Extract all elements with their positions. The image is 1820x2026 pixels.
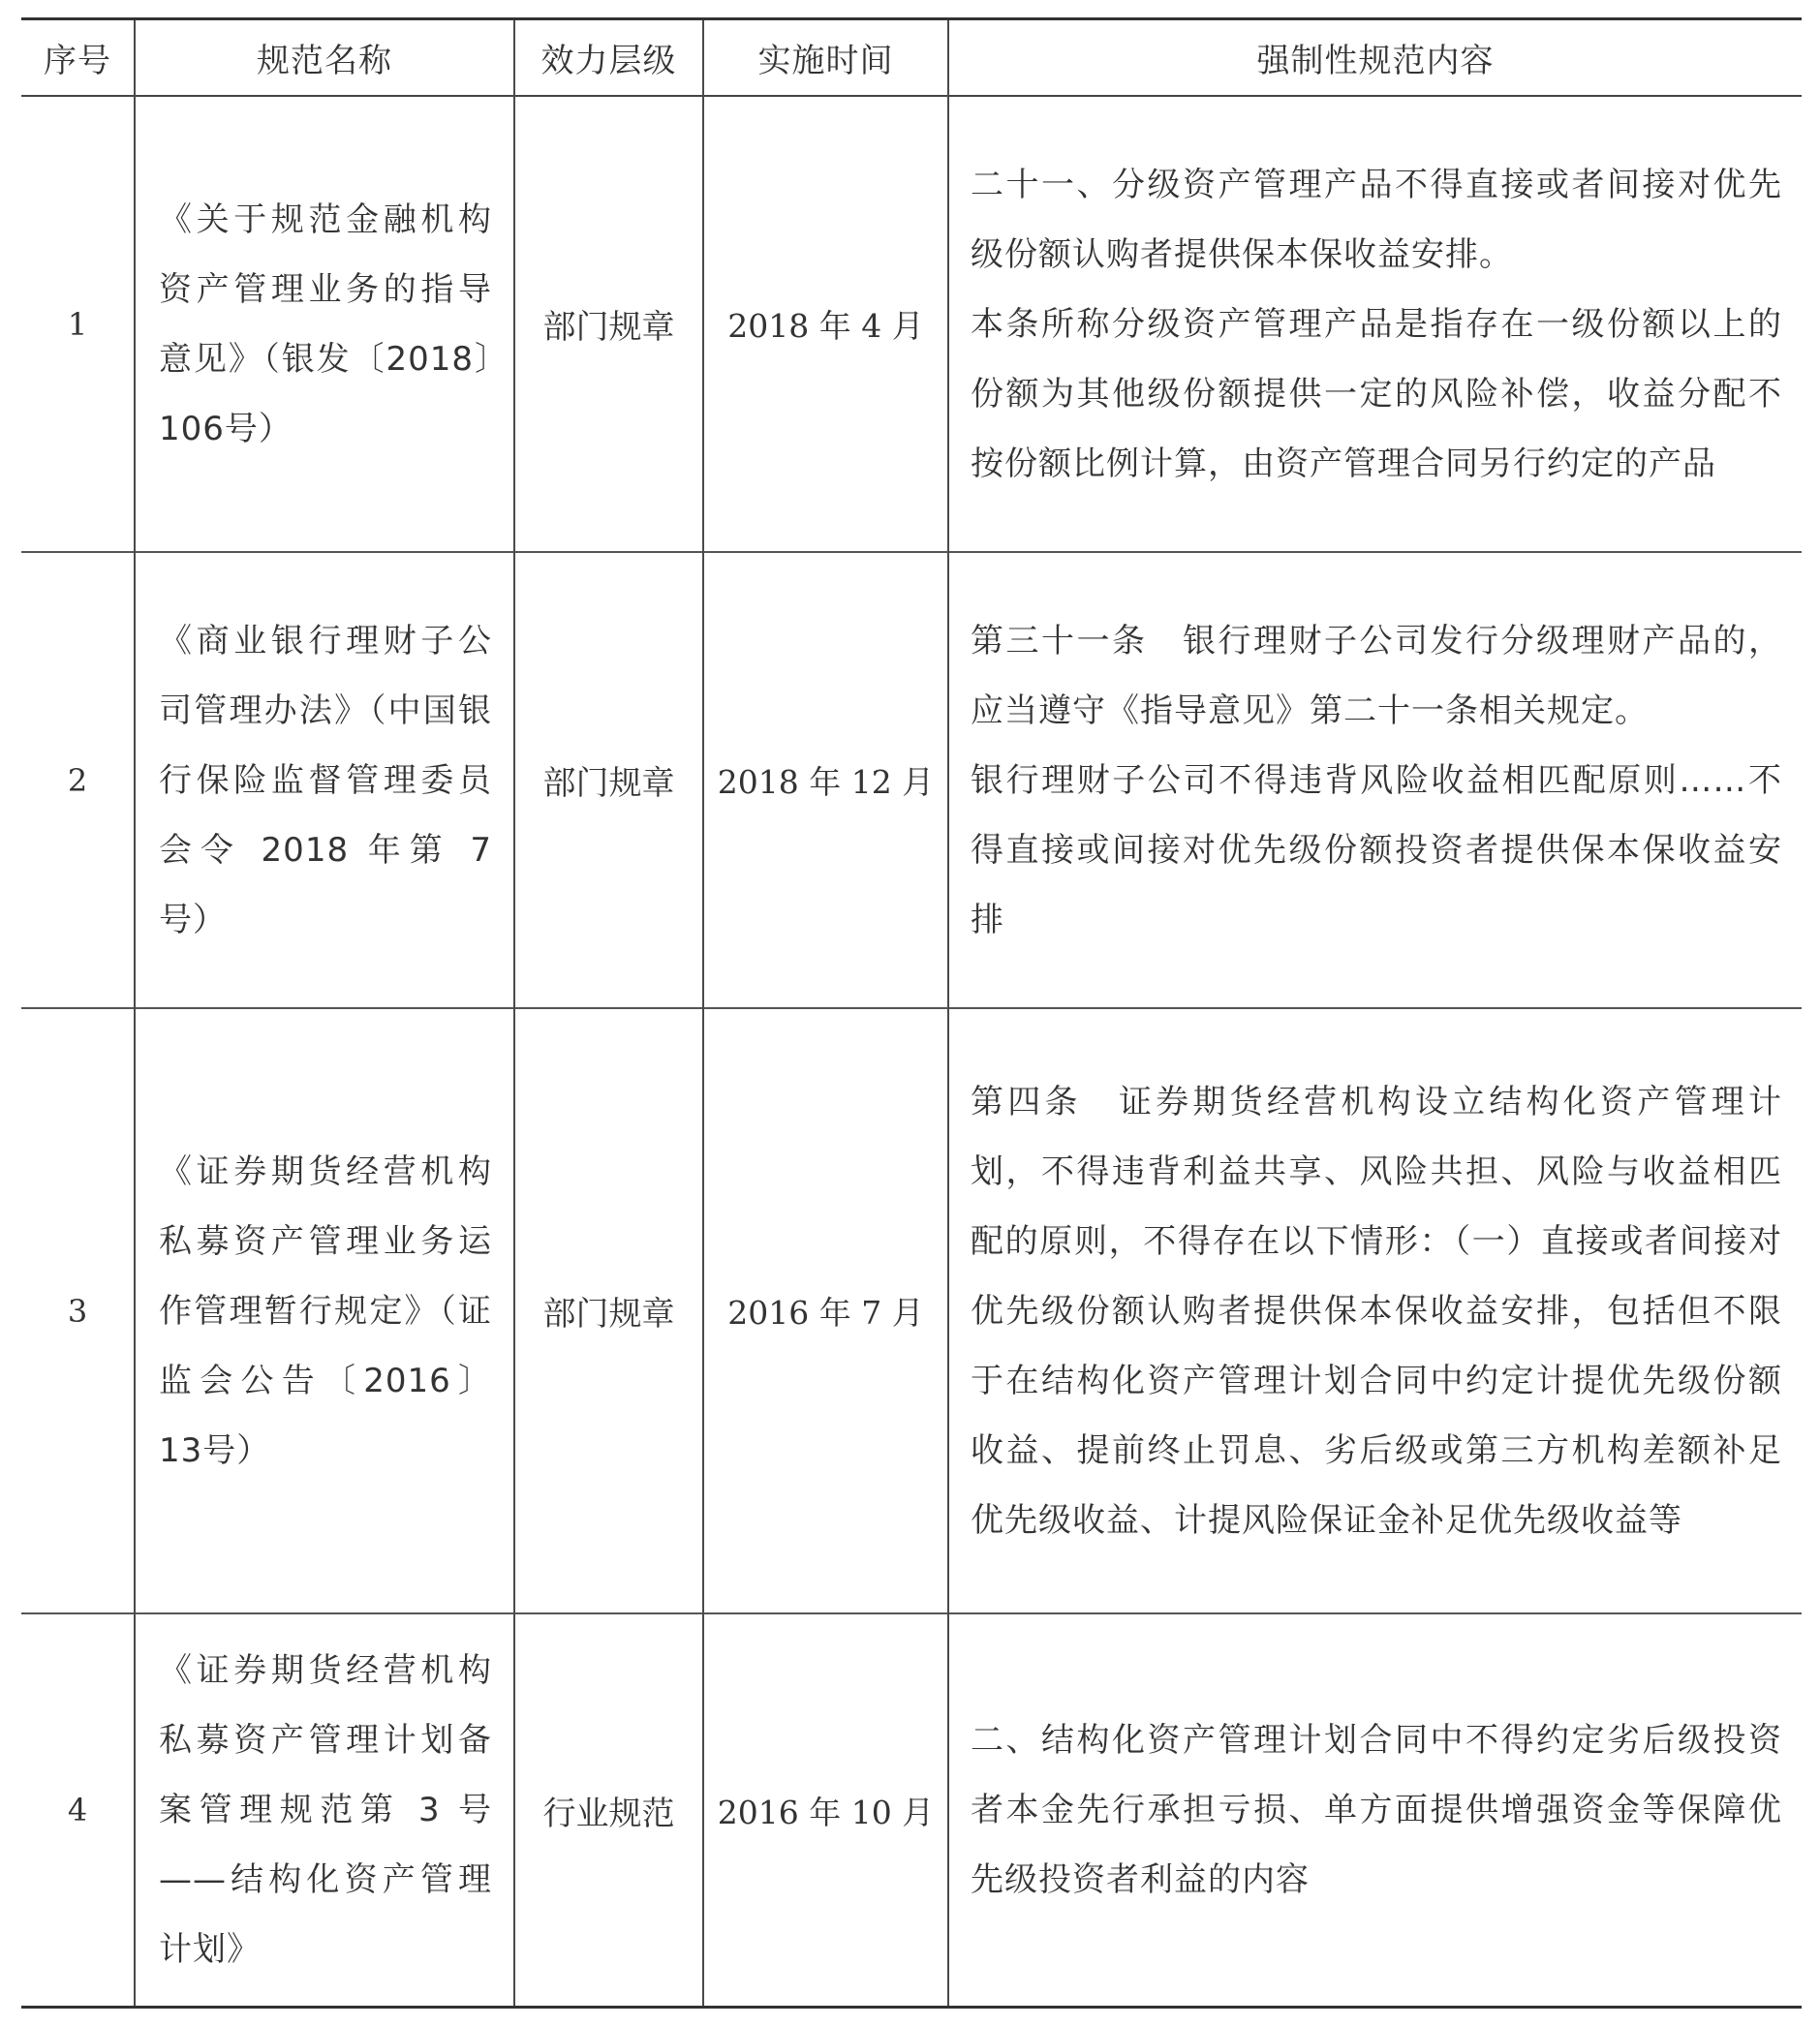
- content-paragraph: 银行理财子公司不得违背风险收益相匹配原则……不得直接或间接对优先级份额投资者提供保本保收益安排: [971, 760, 1782, 939]
- row-content: [948, 96, 1802, 552]
- row-name: 《关于规范金融机构资产管理业务的指导意见》（银发〔2018〕106号）: [135, 96, 514, 552]
- content-paragraph: 本条所称分级资产管理产品是指存在一级份额以上的份额为其他级份额提供一定的风险补偿，收益分配不按份额比例计算，由资产管理合同另行约定的产品: [971, 304, 1782, 483]
- row-date: 2018 年 12 月: [703, 552, 948, 1008]
- header-cell-level: 效力层级: [514, 19, 703, 97]
- row-level: 部门规章: [514, 96, 703, 552]
- header-cell-date: 实施时间: [703, 19, 948, 97]
- content-paragraph: 第四条 证券期货经营机构设立结构化资产管理计划，不得违背利益共享、风险共担、风险与收益相匹配的原则，不得存在以下情形：（一）直接或者间接对优先级份额认购者提供保本保收益安排，包括但不限于在结构化资产管理计划合同中约定计提优先级份额收益、提前终止罚息、劣后级或第三方机构差额补足优先级收益、计提风险保证金补足优先级收益等: [971, 1082, 1782, 1540]
- content-paragraph: 第三十一条 银行理财子公司发行分级理财产品的，应当遵守《指导意见》第二十一条相关规定。: [971, 621, 1782, 730]
- table-header: [21, 19, 1802, 97]
- content-paragraph: 二十一、分级资产管理产品不得直接或者间接对优先级份额认购者提供保本保收益安排。: [971, 165, 1782, 274]
- table-body: [21, 96, 1802, 2008]
- row-content: [948, 1613, 1802, 2008]
- row-num: 4: [67, 1792, 88, 1828]
- row-level: 行业规范: [514, 1613, 703, 2008]
- row-level: 部门规章: [514, 552, 703, 1008]
- row-name: 《商业银行理财子公司管理办法》（中国银行保险监督管理委员会令 2018 年第 7 号）: [135, 552, 514, 1008]
- header-cell-name: 规范名称: [135, 19, 514, 97]
- row-num: 2: [67, 761, 88, 799]
- content-paragraph: 二、结构化资产管理计划合同中不得约定劣后级投资者本金先行承担亏损、单方面提供增强资金等保障优先级投资者利益的内容: [971, 1721, 1782, 1899]
- header-cell-num: 序号: [44, 42, 111, 80]
- regulation-table: [21, 17, 1802, 2009]
- row-date: 2016 年 7 月: [703, 1008, 948, 1613]
- row-date: 2018 年 4 月: [703, 96, 948, 552]
- table-row: [21, 96, 1802, 552]
- table-row: [21, 552, 1802, 1008]
- row-num: 1: [67, 305, 88, 343]
- row-num: 3: [67, 1292, 88, 1330]
- header-row: [21, 19, 1802, 97]
- row-date: 2016 年 10 月: [703, 1613, 948, 2008]
- row-content: [948, 552, 1802, 1008]
- row-level: 部门规章: [514, 1008, 703, 1613]
- header-cell-content: 强制性规范内容: [948, 19, 1802, 97]
- regulation-table-container: [21, 17, 1802, 2009]
- table-row: [21, 1008, 1802, 1613]
- table-row: [21, 1613, 1802, 2008]
- row-name: 《证券期货经营机构私募资产管理计划备案管理规范第 3 号——结构化资产管理计划》: [135, 1613, 514, 2008]
- row-content: [948, 1008, 1802, 1613]
- row-name: 《证券期货经营机构私募资产管理业务运作管理暂行规定》（证监会公告〔2016〕13号）: [135, 1008, 514, 1613]
